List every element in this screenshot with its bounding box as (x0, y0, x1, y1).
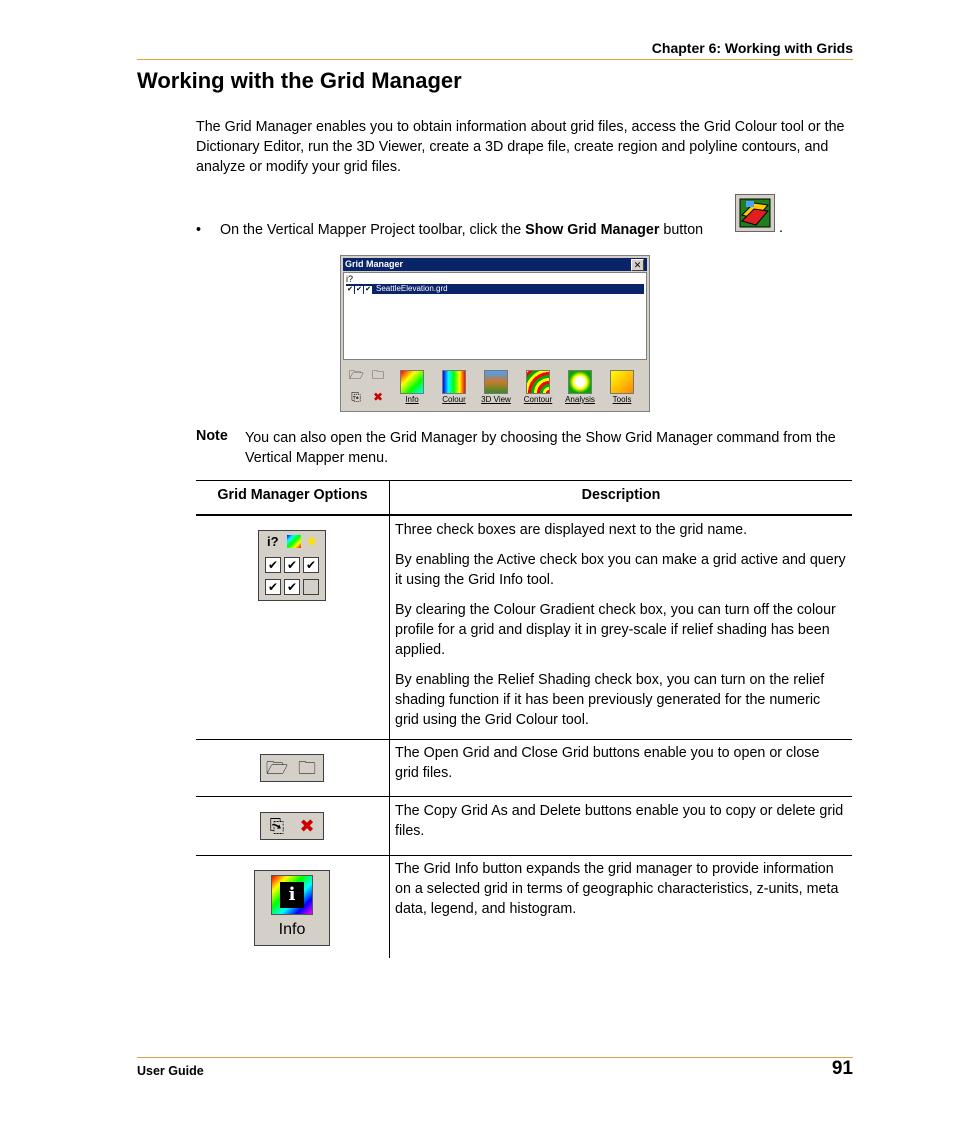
active-checkbox[interactable]: ✔ (347, 286, 353, 293)
table-header-description: Description (581, 487, 661, 503)
info-icon (400, 370, 424, 394)
description-paragraph: By clearing the Colour Gradient check box, you can turn off the colour profile for a grid and display it in grey-scale if relief shading has been applied. (395, 602, 836, 658)
window-title: Grid Manager (345, 259, 404, 269)
open-folder-icon: 🗁 (265, 758, 289, 778)
tools-button[interactable]: Tools (603, 368, 641, 410)
contour-button[interactable]: Contour (519, 368, 557, 410)
grid-list[interactable] (343, 272, 647, 360)
table-row-description (395, 520, 847, 740)
description-paragraph: By enabling the Relief Shading check box, you can turn on the relief shading function if it has been previously generated for the numeric grid using the Grid Colour tool. (395, 672, 825, 728)
contour-icon (526, 370, 550, 394)
grid-name: SeattleElevation.grd (376, 284, 448, 293)
close-grid-icon[interactable]: 🗀 (371, 368, 384, 382)
footer-rule (137, 1057, 853, 1058)
chapter-header: Chapter 6: Working with Grids (651, 40, 853, 56)
table-header-options: Grid Manager Options (217, 487, 368, 503)
bullet-text-after: button (659, 222, 704, 238)
copy-grid-icon[interactable]: ⎘ (351, 390, 361, 404)
bullet-instruction (196, 220, 703, 240)
check-boxes-icon: i? ★ ✔ ✔ ✔ ✔ ✔ (258, 530, 326, 601)
info-icon-label: Info (278, 921, 306, 938)
analysis-icon (568, 370, 592, 394)
colour-button[interactable]: Colour (435, 368, 473, 410)
description-paragraph: The Open Grid and Close Grid buttons enable you to open or close grid files. (395, 745, 820, 781)
table-row-description (395, 801, 847, 851)
table-row-description (395, 859, 847, 929)
table-row-rule (196, 855, 852, 856)
colour-icon (442, 370, 466, 394)
copy-delete-grid-icon (260, 812, 324, 840)
window-title-bar (343, 258, 647, 271)
relief-shading-checkbox[interactable]: ✔ (365, 286, 371, 293)
description-paragraph: The Copy Grid As and Delete buttons enable you to copy or delete grid files. (395, 803, 844, 839)
copy-icon: ⎘ (269, 816, 285, 836)
grid-manager-window (340, 255, 650, 412)
description-paragraph: By enabling the Active check box you can make a grid active and query it using the Grid Info tool. (395, 552, 846, 588)
list-column-header: i? (346, 274, 354, 284)
table-column-divider (389, 480, 390, 958)
tools-icon (610, 370, 634, 394)
grid-list-row[interactable] (346, 284, 644, 294)
table-row-rule (196, 739, 852, 740)
grid-manager-toolbar (343, 362, 647, 410)
close-icon[interactable]: ✕ (631, 259, 644, 271)
show-grid-manager-icon[interactable] (735, 194, 775, 232)
open-close-grid-icon (260, 754, 324, 782)
page-number: 91 (831, 1058, 853, 1079)
description-paragraph: The Grid Info button expands the grid manager to provide information on a selected grid in terms of geographic characteristics, z-units, meta data, legend, and histogram. (395, 861, 839, 917)
intro-paragraph: The Grid Manager enables you to obtain information about grid files, access the Grid Colour tool or the Dictionary Editor, run the 3D Viewer, create a 3D drape file, create region and polyline contours, and analyze or modify your grid files. (196, 119, 845, 175)
bullet-text-before: On the Vertical Mapper Project toolbar, click the (220, 222, 526, 238)
colour-gradient-checkbox[interactable]: ✔ (356, 286, 362, 293)
footer-label: User Guide (137, 1064, 204, 1078)
header-rule (137, 59, 853, 60)
delete-icon: ✖ (299, 816, 315, 836)
table-row-rule (196, 796, 852, 797)
bullet-period: . (779, 220, 783, 236)
table-row-description (395, 743, 847, 793)
info-button-icon: i Info (254, 870, 330, 946)
note-text: You can also open the Grid Manager by choosing the Show Grid Manager command from the Vertical Mapper menu. (245, 430, 836, 466)
description-paragraph: Three check boxes are displayed next to the grid name. (395, 522, 748, 538)
analysis-button[interactable]: Analysis (561, 368, 599, 410)
note-label: Note (196, 428, 228, 444)
bullet-marker: • (196, 222, 202, 238)
bullet-bold-text: Show Grid Manager (525, 222, 660, 238)
3d-view-icon (484, 370, 508, 394)
page-title: Working with the Grid Manager (137, 68, 462, 93)
delete-grid-icon[interactable]: ✖ (372, 390, 384, 404)
table-top-rule (196, 480, 852, 481)
info-button[interactable]: Info (393, 368, 431, 410)
open-grid-icon[interactable]: 🗁 (349, 368, 364, 382)
table-header-rule (196, 514, 852, 516)
closed-folder-icon: 🗀 (298, 758, 316, 778)
3d-view-button[interactable]: 3D View (477, 368, 515, 410)
